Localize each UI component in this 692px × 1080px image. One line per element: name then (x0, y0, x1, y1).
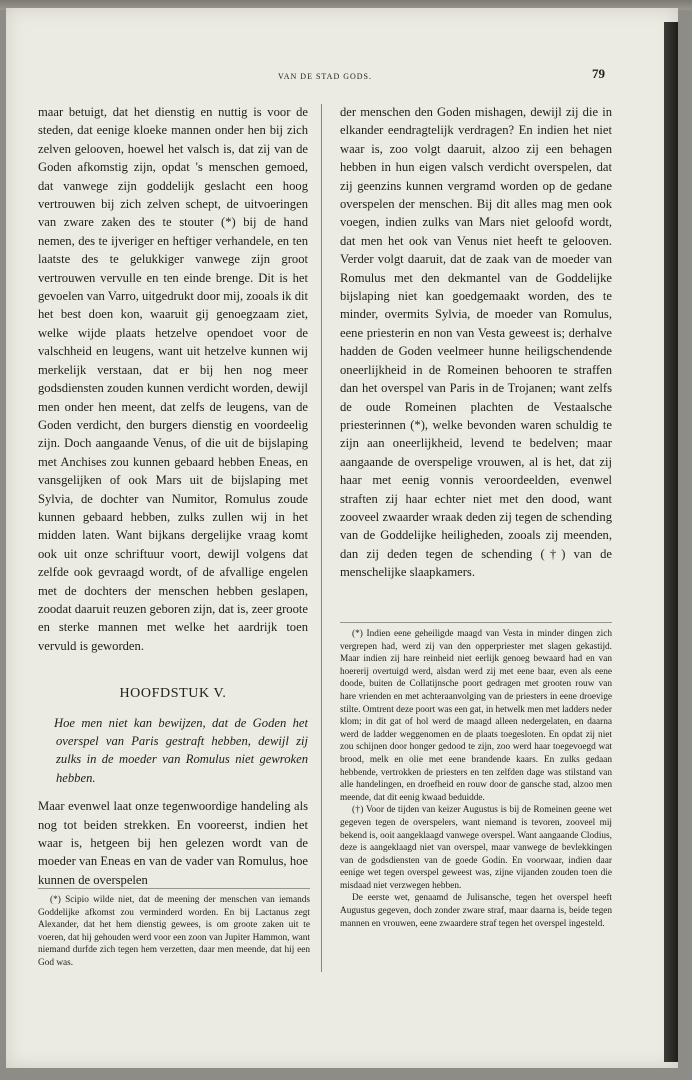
chapter-title: HOOFDSTUK V. (119, 686, 227, 702)
left-column (38, 103, 308, 889)
page-number: 79 (592, 66, 605, 81)
left-paragraph-2: Maar evenwel laat onze tegenwoordige handeling als nog tot beiden strekken. En vooreerst, indien het waar is, hetgeen bij hen gelezen wordt van de moeder van Eneas en van de vader van Romulus, hoe kunnen de overspelen (38, 799, 308, 887)
footnote: (*) Scipio wilde niet, dat de meening der menschen van iemands Goddelijke afkomst zou verminderd worden. En bij Lactanus zegt Alexander, dat het hem dienstig gewees, is om groote zaken uit te voeren, dat hij gehouden werd voor een zoon van Jupiter Hammon, want niemand durfde zich tegen hem verzetten, daar men meende, dat hij een God was. (38, 895, 310, 968)
footnotes-left (38, 894, 310, 970)
footnote: (†) Voor de tijden van keizer Augustus is bij de Romeinen geene wet gegeven tegen de overspelers, want niemand is tevoren, zooveel mij bekend is, ooit aangeklaagd vanwege overspel. Want aangaande Clodius, deze is aangeklaagd niet van overspel, maar vanwege de bevlekkingen van de godsdiensten van de goede Godin. En voorwaar, indien daar eenige wet tegen overspel geweest was, zijne vijanden zouden toen die misdaad niet verzwegen hebben. (340, 805, 612, 891)
book-spine-edge (664, 22, 678, 1062)
right-paragraph-1: der menschen den Goden mishagen, dewijl zij die in elkander eendragtelijk verdragen? En indien het niet waar is, zoo volgt daaruit, alzoo zij een behagen hebben in hun eigen valsch verdicht overspelen, dat zij geenzins kunnen vergramd worden op de gedane overspelen der menschen. Bij dit alles mag men ook voegen, indien zulks van Mars niet geloofd wordt, dat men het ook van Venus niet heeft te gelooven. Verder volgt daaruit, dat de zaak van de moeder van Romulus met den dekmantel van de Goddelijke bijslaping niet kan goedgemaakt worden, des te minder, overmits Sylvia, de moeder van Romulus, eene priesterin en non van Vesta geweest is; derhalve hadden de Goden veelmeer hunne heiligschendende oneerlijkheid in de Romeinen behooren te straffen dan het overspel van Paris in de Trojanen; want zelfs de oude Romeinen plachten de Vestaalsche priesterinnen (*), welke bevonden waren schuldig te zijn aan oneerlijkheid, levend te bedelven; maar aangaande de overspelige vrouwen, al is het, dat zij haar met eenig vonnis veroordeelden, evenwel straften zij haar echter niet met den dood, want zooveel zwaarder wraak deden zij tegen de schending van de Goddelijke heiligheden, zooals zij meenden, dan zij deden tegen de schending (†) van de menschelijke slaapkamers. (340, 105, 612, 580)
left-paragraph-1: maar betuigt, dat het dienstig en nuttig is voor de steden, dat eenige kloeke mannen onder hen bij zich zelven gelooven, hoewel het valsch is, dat zij van de Goden afkomstig zijn, opdat 's menschen gemoed, dat vanwege zijn goddelijk geslacht een hoog vertrouwen bij zich zelven schept, de uitvoeringen van zware zaken des te stouter (*) bij de hand nemen, des te ijveriger en heftiger verhandele, en ten laatste des te gelukkiger vanwege zijn groot vertrouwen vervulle en ten einde brenge. Dit is het gevoelen van Varro, uitgedrukt door mij, zooals ik dit het best doen kon, waaruit gij genoegzaam ziet, welke wijde plaats hetzelve opendoet voor de valschheid en leugens, want uit hetzelve kunnen wij merkelijk verstaan, dat er bij hen nog meer godsdiensten zouden kunnen verdicht worden, dewijl men onder hen meent, dat zelfs de leugens, van de Goden verdicht, den burgers dienstig en voordeelig zijn. Doch aangaande Venus, of die uit de bijslaping met Anchises zou kunnen gebaard hebben Eneas, en vansgelijken of ook Mars uit de bijslaping met Sylvia, de dochter van Numitor, Romulus zoude kunnen gebaard hebben, zulks zullen wij in het midden laten. Want bijkans dergelijke vraag komt ook uit onze schriftuur voort, dewijl volgens dat zelfde ook gevraagd wordt, of de afvallige engelen met de dochters der menschen hebben geslapen, zoodat daaruit reuzen geboren zijn, dat is, zeer groote en sterke mannen met welke het aardrijk toen vervuld is geworden. (38, 105, 308, 653)
footnote-rule-left (38, 888, 310, 889)
column-divider (321, 104, 322, 972)
chapter-summary: Hoe men niet kan bewijzen, dat de Goden het overspel van Paris gestraft hebben, dewijl zij zulks in de moeder van Romulus niet gewroken hebben. (54, 715, 308, 785)
running-head: VAN DE STAD GODS. (278, 72, 372, 81)
right-column (340, 103, 612, 582)
footnote: De eerste wet, genaamd de Julisansche, tegen het overspel heeft Augustus gegeven, doch zonder zware straf, maar daarna is, beide tegen mannen en vrouwen, eene zwaardere straf tegen het overspel ingesteld. (340, 893, 612, 929)
footnote-rule-right (340, 622, 612, 623)
footnote: (*) Indien eene geheiligde maagd van Vesta in minder dingen zich vergrepen had, werd zij van den opperpriester met slagen gekastijd. Maar indien zij hare reinheid niet eerlijk genoeg bewaard had en van hoererij overtuigd werd, alsdan werd zij met eene baar, even als eene doode, buiten de Collatijnsche poort gedragen met grooten rouw van hare vrienden en met achteraanvolging van de priesters in eene droevige stilte. Omtrent deze poort was een gat, in hetwelk men met ladders neder klom; in dit gat of hol werd de maagd alleen nedergelaten, en daarna werd de ladder weggenomen en de plaats toegesloten. En opdat zij niet zou schijnen door honger gedood te zijn, zoo werd haar toegevoegd wat brood, melk en olie met eene brandende kaars. En zulks gedaan hebbende, vertrokken de priesters en ten zelfden dage was stilstand van alle handelingen, en droefheid en rouw door de gansche stad, alzoo men meende, dat dit eenig kwaad beduidde. (340, 629, 612, 803)
footnotes-right (340, 628, 612, 930)
